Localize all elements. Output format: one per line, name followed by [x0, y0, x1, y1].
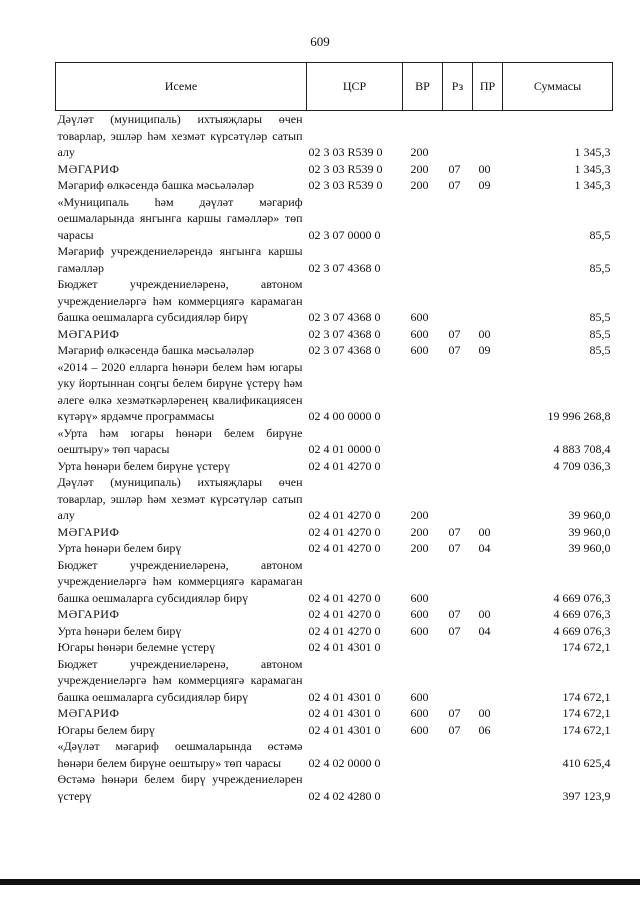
row-vr-cell: 600 — [410, 607, 429, 621]
row-pr-cell — [473, 639, 503, 656]
row-name-cell: Урта һөнәри белем бирүне үстерү — [57, 458, 231, 473]
row-rz-cell: 07 — [448, 343, 461, 357]
row-name-cell: Урта һөнәри белем бирү — [57, 541, 182, 555]
row-pr-cell — [473, 194, 503, 244]
row-vr-cell: 600 — [410, 590, 429, 605]
row-vr-cell — [403, 425, 443, 458]
row-vr-cell: 200 — [410, 145, 429, 159]
row-name-cell: Өстәмә һөнәри белем бирү учреждениеләрен үстерү — [57, 772, 303, 803]
row-sum-cell: 39 960,0 — [568, 508, 611, 522]
header-name: Исеме — [56, 63, 307, 111]
row-pr-cell — [473, 276, 503, 326]
row-pr-cell — [473, 738, 503, 771]
row-rz-cell — [443, 557, 473, 607]
row-name-cell: Дәүләт (муниципаль) ихтыяҗлары өчен товарлар, эшләр һәм хезмәт күрсәтүләр сатып алу — [57, 475, 303, 522]
row-name-cell: Дәүләт (муниципаль) ихтыяҗлары өчен товарлар, эшләр һәм хезмәт күрсәтүләр сатып алу — [57, 112, 303, 159]
row-vr-cell: 200 — [410, 524, 429, 539]
table-row — [56, 111, 613, 161]
row-csr-cell: 02 4 02 4280 0 — [308, 788, 381, 803]
row-csr-cell: 02 3 03 R539 0 — [308, 178, 383, 192]
row-name-cell: Югары белем бирү — [57, 722, 155, 737]
row-name-cell: МӘГАРИФ — [57, 326, 120, 341]
row-sum-cell: 4 669 076,3 — [553, 607, 611, 621]
row-vr-cell: 600 — [410, 623, 429, 638]
row-name-cell: «2014 – 2020 елларга һөнәри белем һәм югары уку йортыннан соңгы белем бирүне үстерү һәм әлеге өлкә хезмәткәрләренең квалификациясен күтәрү» ярдәмче программасы — [57, 359, 303, 423]
row-name-cell: «Муниципаль һәм дәүләт мәгариф оешмаларында янгынга каршы гамәлләр» төп чарасы — [57, 194, 303, 242]
row-csr-cell: 02 3 03 R539 0 — [308, 145, 383, 159]
row-sum-cell: 174 672,1 — [562, 706, 611, 720]
row-sum-cell: 174 672,1 — [562, 689, 611, 704]
row-vr-cell: 600 — [410, 326, 429, 341]
row-pr-cell: 00 — [478, 161, 491, 176]
row-name-cell: Мәгариф учреждениеләрендә янгынга каршы гамәлләр — [57, 244, 303, 275]
row-pr-cell: 00 — [478, 607, 491, 621]
row-rz-cell — [443, 639, 473, 656]
row-vr-cell: 600 — [410, 722, 429, 737]
table-row — [56, 474, 613, 524]
table-row — [56, 656, 613, 706]
bottom-scan-edge — [0, 879, 640, 885]
row-vr-cell: 600 — [410, 689, 429, 704]
row-pr-cell: 00 — [478, 524, 491, 539]
row-sum-cell: 39 960,0 — [568, 524, 611, 539]
header-vr: ВР — [403, 63, 443, 111]
row-pr-cell: 06 — [478, 722, 491, 737]
row-name-cell: «Дәүләт мәгариф оешмаларында өстәмә һөнәри белем бирүне оештыру» төп чарасы — [57, 739, 303, 770]
row-rz-cell — [443, 771, 473, 804]
row-sum-cell: 85,5 — [589, 343, 611, 357]
row-csr-cell: 02 3 07 0000 0 — [308, 227, 381, 242]
row-csr-cell: 02 3 07 4368 0 — [308, 260, 381, 275]
row-csr-cell: 02 4 01 0000 0 — [308, 442, 381, 456]
row-rz-cell — [443, 425, 473, 458]
row-csr-cell: 02 4 01 4301 0 — [308, 689, 381, 704]
budget-table — [55, 62, 613, 804]
row-pr-cell — [473, 771, 503, 804]
table-row — [56, 722, 613, 739]
row-sum-cell: 1 345,3 — [574, 161, 611, 176]
row-sum-cell: 410 625,4 — [562, 755, 611, 770]
row-rz-cell: 07 — [448, 161, 461, 176]
row-pr-cell: 00 — [478, 326, 491, 341]
row-name-cell: Югары һөнәри белемне үстерү — [57, 640, 216, 654]
row-pr-cell: 00 — [478, 706, 491, 720]
row-pr-cell — [473, 557, 503, 607]
header-rz: Рз — [443, 63, 473, 111]
row-vr-cell — [403, 359, 443, 425]
row-sum-cell: 85,5 — [589, 310, 611, 324]
row-sum-cell: 4 883 708,4 — [553, 442, 611, 456]
row-rz-cell: 07 — [448, 541, 461, 555]
table-row — [56, 276, 613, 326]
row-pr-cell: 04 — [478, 541, 491, 555]
table-row — [56, 557, 613, 607]
table-row — [56, 540, 613, 557]
row-rz-cell: 07 — [448, 524, 461, 539]
row-vr-cell — [403, 458, 443, 475]
row-csr-cell: 02 3 03 R539 0 — [308, 161, 383, 176]
row-pr-cell: 09 — [478, 343, 491, 357]
row-csr-cell: 02 4 01 4301 0 — [308, 722, 381, 737]
table-row — [56, 161, 613, 178]
row-rz-cell — [443, 458, 473, 475]
table-row — [56, 524, 613, 541]
row-pr-cell — [473, 425, 503, 458]
row-rz-cell — [443, 656, 473, 706]
row-name-cell: Бюджет учреждениеләренә, автоном учреждениеләргә һәм коммерциягә карамаган башка оешмаларга субсидияләр бирү — [57, 656, 303, 704]
row-csr-cell: 02 4 01 4270 0 — [308, 541, 381, 555]
row-vr-cell: 600 — [410, 343, 429, 357]
row-csr-cell: 02 4 01 4270 0 — [308, 590, 381, 605]
row-vr-cell: 200 — [410, 508, 429, 522]
table-row — [56, 359, 613, 425]
table-row — [56, 738, 613, 771]
row-pr-cell — [473, 243, 503, 276]
table-row — [56, 342, 613, 359]
row-sum-cell: 19 996 268,8 — [547, 409, 611, 423]
row-csr-cell: 02 3 07 4368 0 — [308, 326, 381, 341]
row-rz-cell: 07 — [448, 623, 461, 638]
row-pr-cell: 04 — [478, 623, 491, 638]
row-rz-cell — [443, 111, 473, 161]
row-sum-cell: 174 672,1 — [562, 640, 611, 654]
row-rz-cell: 07 — [448, 607, 461, 621]
row-name-cell: «Урта һәм югары һөнәри белем бирүне оештыру» төп чарасы — [57, 425, 303, 456]
table-row — [56, 639, 613, 656]
row-sum-cell: 397 123,9 — [562, 788, 611, 803]
row-pr-cell — [473, 111, 503, 161]
table-body — [56, 111, 613, 805]
row-csr-cell: 02 4 01 4301 0 — [308, 706, 381, 720]
row-rz-cell — [443, 474, 473, 524]
row-name-cell: Мәгариф өлкәсендә башка мәсьәләләр — [57, 343, 255, 357]
row-rz-cell: 07 — [448, 722, 461, 737]
row-csr-cell: 02 4 02 0000 0 — [308, 755, 381, 770]
row-vr-cell: 600 — [410, 310, 429, 324]
row-csr-cell: 02 3 07 4368 0 — [308, 310, 381, 324]
row-sum-cell: 85,5 — [589, 260, 611, 275]
table-row — [56, 194, 613, 244]
row-csr-cell: 02 4 01 4270 0 — [308, 524, 381, 539]
row-pr-cell — [473, 359, 503, 425]
row-vr-cell — [403, 738, 443, 771]
header-pr: ПР — [473, 63, 503, 111]
row-name-cell: МӘГАРИФ — [57, 706, 120, 720]
row-name-cell: Урта һөнәри белем бирү — [57, 623, 182, 638]
table-row — [56, 243, 613, 276]
row-pr-cell — [473, 474, 503, 524]
row-pr-cell — [473, 458, 503, 475]
row-rz-cell — [443, 194, 473, 244]
table-row — [56, 623, 613, 640]
row-vr-cell: 200 — [410, 161, 429, 176]
table-row — [56, 425, 613, 458]
row-sum-cell: 4 709 036,3 — [553, 458, 611, 473]
row-name-cell: МӘГАРИФ — [57, 607, 120, 621]
table-row — [56, 326, 613, 343]
table-header-row — [56, 63, 613, 111]
row-sum-cell: 4 669 076,3 — [553, 623, 611, 638]
table-row — [56, 705, 613, 722]
row-sum-cell: 85,5 — [589, 227, 611, 242]
row-name-cell: МӘГАРИФ — [57, 524, 120, 539]
row-sum-cell: 4 669 076,3 — [553, 590, 611, 605]
row-rz-cell — [443, 738, 473, 771]
row-csr-cell: 02 4 01 4270 0 — [308, 623, 381, 638]
row-csr-cell: 02 4 01 4270 0 — [308, 458, 381, 473]
row-rz-cell — [443, 359, 473, 425]
row-vr-cell: 600 — [410, 706, 429, 720]
row-vr-cell — [403, 194, 443, 244]
row-pr-cell: 09 — [478, 178, 491, 192]
row-rz-cell: 07 — [448, 178, 461, 192]
row-rz-cell: 07 — [448, 706, 461, 720]
header-csr: ЦСР — [307, 63, 403, 111]
row-name-cell: Бюджет учреждениеләренә, автоном учреждениеләргә һәм коммерциягә карамаган башка оешмаларга субсидияләр бирү — [57, 557, 303, 605]
row-name-cell: Мәгариф өлкәсендә башка мәсьәләләр — [57, 178, 255, 192]
row-sum-cell: 1 345,3 — [574, 178, 611, 192]
row-vr-cell — [403, 639, 443, 656]
row-vr-cell — [403, 243, 443, 276]
table-row — [56, 771, 613, 804]
header-sum: Суммасы — [503, 63, 613, 111]
row-rz-cell — [443, 276, 473, 326]
row-sum-cell: 85,5 — [589, 326, 611, 341]
row-pr-cell — [473, 656, 503, 706]
row-vr-cell: 200 — [410, 178, 429, 192]
row-name-cell: МӘГАРИФ — [57, 161, 120, 176]
row-csr-cell: 02 4 01 4270 0 — [308, 508, 381, 522]
row-vr-cell: 200 — [410, 541, 429, 555]
row-name-cell: Бюджет учреждениеләренә, автоном учреждениеләргә һәм коммерциягә карамаган башка оешмаларга субсидияләр бирү — [57, 277, 303, 324]
row-csr-cell: 02 4 00 0000 0 — [308, 409, 381, 423]
row-vr-cell — [403, 771, 443, 804]
table-row — [56, 458, 613, 475]
page-number: 609 — [310, 34, 330, 49]
row-sum-cell: 39 960,0 — [568, 541, 611, 555]
row-csr-cell: 02 3 07 4368 0 — [308, 343, 381, 357]
row-sum-cell: 174 672,1 — [562, 722, 611, 737]
row-csr-cell: 02 4 01 4301 0 — [308, 640, 381, 654]
row-rz-cell: 07 — [448, 326, 461, 341]
row-rz-cell — [443, 243, 473, 276]
row-sum-cell: 1 345,3 — [574, 145, 611, 159]
table-row — [56, 606, 613, 623]
table-row — [56, 177, 613, 194]
row-csr-cell: 02 4 01 4270 0 — [308, 607, 381, 621]
